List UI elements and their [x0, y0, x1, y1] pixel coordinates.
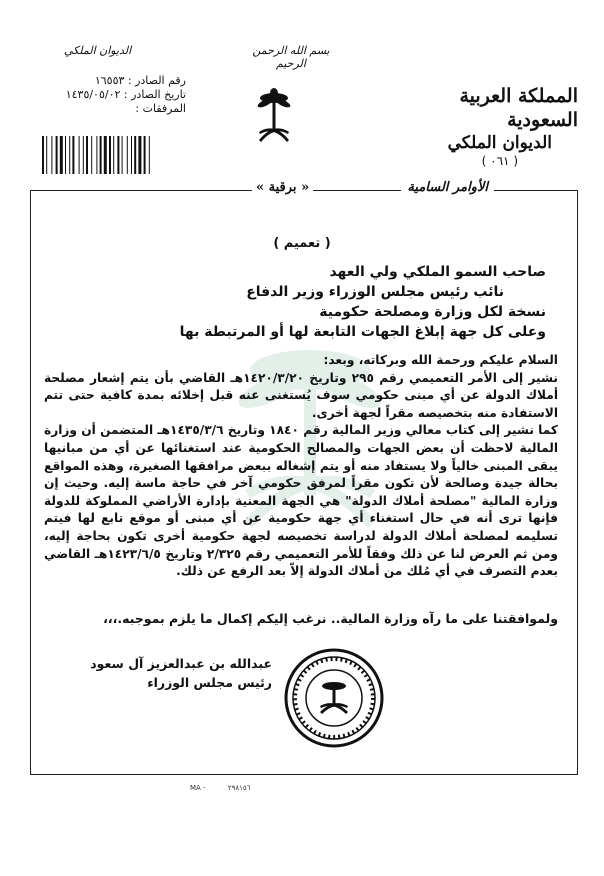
office-tag: الأوامر السامية	[401, 180, 494, 195]
palm-swords-emblem-icon	[255, 88, 293, 150]
addressee-line-1: صاحب السمو الملكي ولي العهد	[329, 264, 546, 280]
corner-label: الديوان الملكي	[64, 44, 132, 57]
basmala: بسم الله الرحمن الرحيم	[252, 44, 330, 70]
footer-serial: ٢٩٨١٥٦	[227, 784, 251, 792]
circular-label: ( تعميم )	[273, 236, 331, 251]
addressee-line-4: وعلى كل جهة إبلاغ الجهات التابعة لها أو المرتبطة بها	[179, 324, 546, 340]
court-name: الديوان الملكي	[447, 133, 552, 153]
footer-code-label: MA -	[190, 784, 206, 792]
addressee-line-3: نسخة لكل وزارة ومصلحة حكومية	[319, 304, 546, 320]
barcode	[42, 136, 194, 174]
signatory-name: عبدالله بن عبدالعزيز آل سعود	[90, 656, 272, 671]
greeting: السلام عليكم ورحمة الله وبركاته، وبعد:	[323, 353, 558, 367]
letter-body	[44, 352, 558, 581]
official-seal-icon	[282, 646, 386, 750]
reference-meta	[56, 74, 186, 116]
footer-code	[190, 784, 250, 792]
paragraph-1: نشير إلى الأمر التعميمي رقم ٢٩٥ وتاريخ ١٤٢٠/٣/٢٠هـ القاضي بأن يتم إشعار مصلحة أملاك الدولة عن أي مبنى حكومي سوف يُستغنى عنه قبل إخلائه بمدة كافية حتى تتم الاستفادة منه بتخصيصه مقراً لجهة أخرى.	[44, 370, 558, 420]
addressee-line-2: نائب رئيس مجلس الوزراء وزير الدفاع	[246, 284, 504, 300]
attachments: المرفقات :	[135, 102, 186, 115]
telegram-tag: « برقية »	[252, 180, 313, 195]
ref-number: رقم الصادر : ١٦٥٥٣	[94, 74, 186, 87]
kingdom-name: المملكة العربية السعودية	[459, 85, 578, 131]
issuer-header	[388, 84, 578, 168]
signatory-title: رئيس مجلس الوزراء	[147, 675, 272, 690]
issue-date: تاريخ الصادر : ١٤٣٥/٠٥/٠٢	[65, 88, 186, 101]
closing-line: ولموافقتنا على ما رآه وزارة المالية.. نرغب إليكم إكمال ما يلزم بموجبه.،،،	[103, 611, 558, 626]
paragraph-2: كما نشير إلى كتاب معالي وزير المالية رقم ١٨٤٠ وتاريخ ١٤٣٥/٣/٦هـ المتضمن أن وزارة المالية لاحظت أن بعض الجهات والمصالح الحكومية عند استغنائها عن أي من مبانيها يبقى المبنى خالياً ولا يستفاد منه أو يتم إشغاله ببعض مرافقها الصغيرة، وهذه المواقع بحالة جيدة وصالحة لأن تكون مقراً لمرفق حكومي آخر في حاجة ماسة إليه. وحيث إن وزارة المالية "مصلحة أملاك الدولة" هي الجهة المعنية بإدارة الأراضي المملوكة للدولة فإنها ترى أنه في حال استغناء أي جهة حكومية عن أي مبنى أو موقع تابع لها فيتم تسليمه لمصلحة أملاك الدولة لدراسة تخصيصه لجهة حكومية أخرى تكون بحاجة إليه، ومن ثم العرض لنا عن ذلك وفقاً للأمر التعميمي رقم ٢/٣٢٥ وتاريخ ١٤٢٣/٦/٥هـ القاضي بعدم التصرف في أي مُلك من أملاك الدولة إلاّ بعد الرفع عن ذلك.	[44, 423, 559, 579]
court-number: ( ٠٦١ )	[481, 154, 518, 168]
